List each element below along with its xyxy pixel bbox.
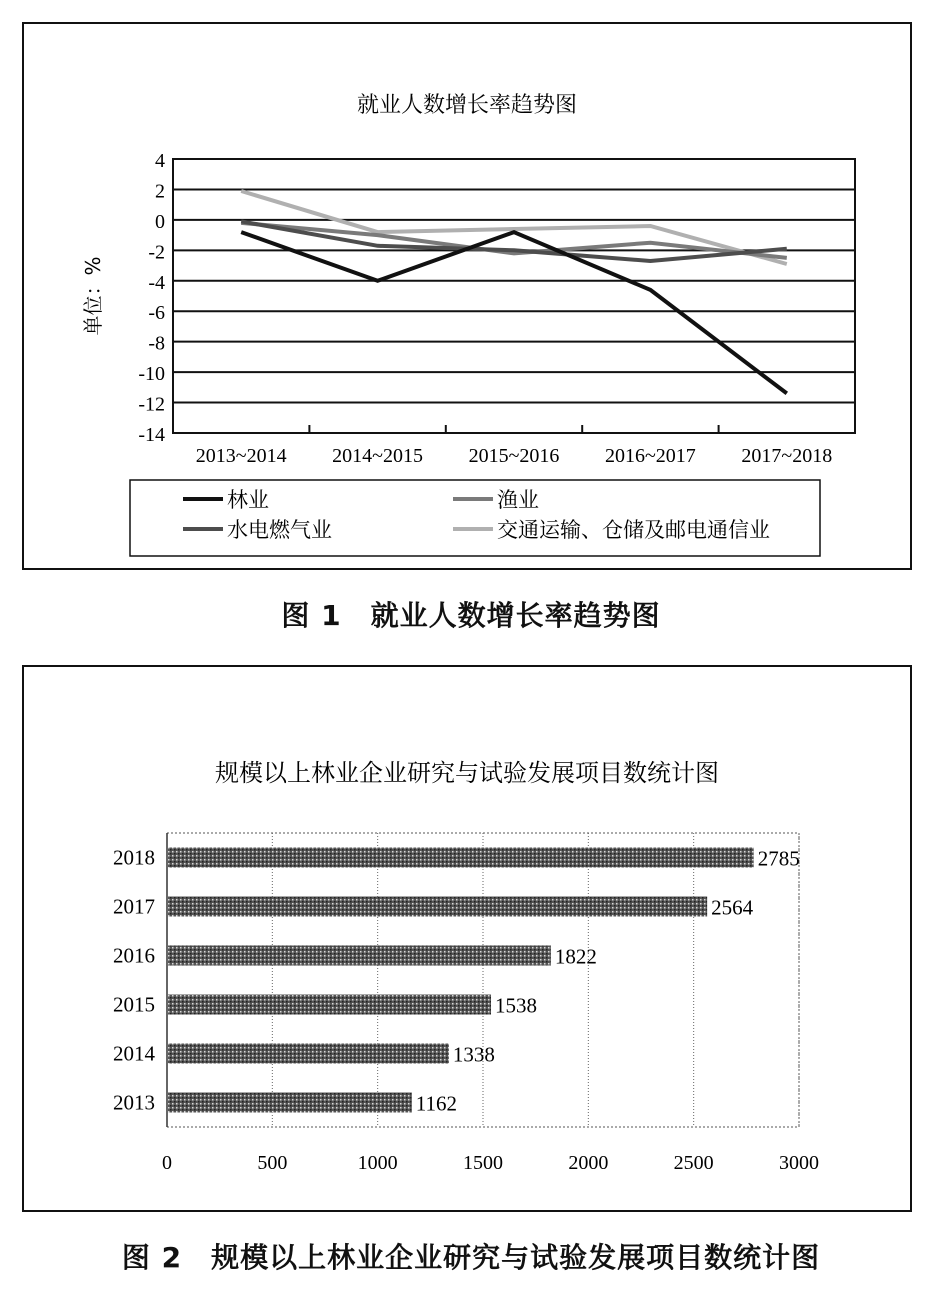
y-tick-label: -2 — [148, 241, 165, 264]
bar — [168, 946, 551, 966]
figure-1-caption: 图 1 就业人数增长率趋势图 — [281, 599, 661, 632]
legend-label-1: 渔业 — [497, 488, 539, 512]
y-tick-label: -6 — [148, 302, 165, 325]
x-tick-label: 2017~2018 — [741, 445, 833, 467]
data-label: 1162 — [415, 1091, 458, 1116]
y-tick-label: 2016 — [113, 943, 155, 968]
y-tick-label: -14 — [138, 424, 165, 446]
y-tick-label: 2013 — [113, 1090, 155, 1115]
bar — [168, 1093, 412, 1113]
y-tick-label: -8 — [148, 332, 165, 355]
x-tick-label: 1500 — [463, 1152, 503, 1174]
y-tick-label: -10 — [138, 363, 165, 386]
x-tick-label: 1000 — [357, 1152, 398, 1174]
x-tick-label: 2500 — [673, 1152, 714, 1174]
y-tick-label: 2 — [155, 180, 165, 203]
figure-2-frame — [22, 665, 912, 1212]
bar-chart — [24, 667, 910, 1210]
x-tick-label: 0 — [162, 1152, 172, 1174]
data-label: 1538 — [495, 993, 538, 1018]
y-axis-label: 单位：% — [81, 256, 105, 336]
bar — [168, 1044, 449, 1064]
line-chart — [24, 24, 910, 568]
y-tick-label: 4 — [155, 150, 165, 172]
y-tick-label: -4 — [148, 271, 165, 294]
x-tick-label: 2014~2015 — [332, 445, 424, 467]
y-tick-label: -12 — [138, 393, 165, 416]
bar — [168, 848, 754, 868]
x-tick-label: 2000 — [568, 1152, 609, 1174]
x-tick-label: 2015~2016 — [468, 445, 560, 467]
y-tick-label: 2018 — [113, 845, 155, 870]
legend-label-3: 交通运输、仓储及邮电通信业 — [497, 518, 770, 542]
x-tick-label: 500 — [257, 1152, 288, 1174]
chart-title: 规模以上林业企业研究与试验发展项目数统计图 — [215, 759, 719, 787]
x-tick-label: 2013~2014 — [195, 445, 287, 467]
data-label: 1822 — [554, 944, 597, 969]
chart-title: 就业人数增长率趋势图 — [356, 93, 578, 118]
bar — [168, 995, 491, 1015]
y-tick-label: 2017 — [113, 894, 155, 919]
data-label: 2564 — [711, 895, 754, 920]
legend-label-2: 水电燃气业 — [227, 518, 332, 542]
figure-1-frame — [22, 22, 912, 570]
bar — [168, 897, 707, 917]
figure-2-caption: 图 2 规模以上林业企业研究与试验发展项目数统计图 — [121, 1241, 821, 1274]
x-tick-label: 2016~2017 — [604, 445, 696, 467]
y-tick-label: 2015 — [113, 992, 155, 1017]
x-tick-label: 3000 — [779, 1152, 819, 1174]
legend-label-0: 林业 — [227, 488, 269, 512]
data-label: 1338 — [452, 1042, 495, 1067]
y-tick-label: 0 — [155, 210, 165, 233]
data-label: 2785 — [757, 846, 800, 871]
y-tick-label: 2014 — [113, 1041, 155, 1066]
